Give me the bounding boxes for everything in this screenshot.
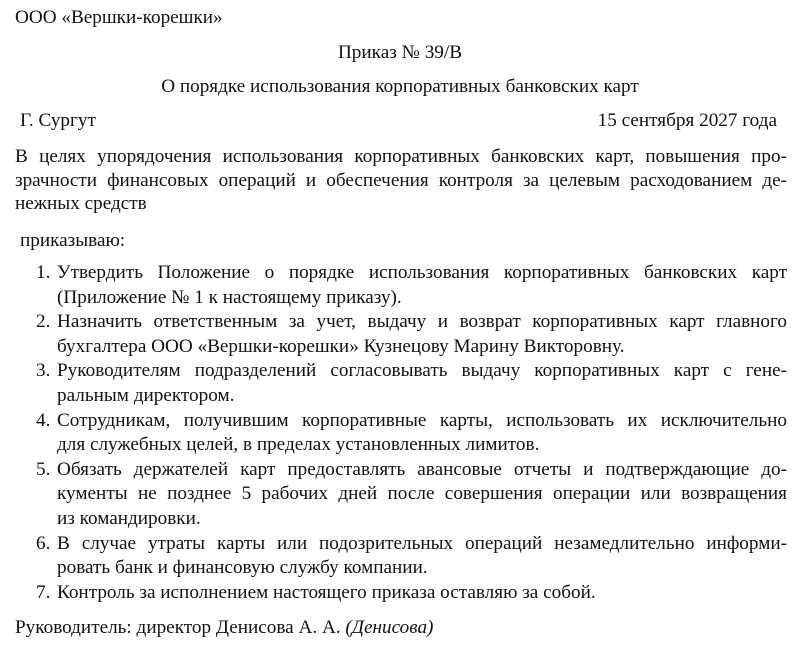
city: Г. Сургут: [20, 110, 96, 131]
list-item: [15, 581, 787, 606]
item-line: Руководителям подразделений согласовывать выдачу корпоративных карт с гене-: [57, 360, 787, 382]
item-line: Сотрудникам, получившим корпоративные карты, использовать их исключительно: [57, 409, 787, 431]
item-line: ровать банк и финансовую службу компании.: [57, 557, 428, 579]
item-line: кументы не позднее 5 рабочих дней после совершения операции или возвращения: [57, 483, 787, 505]
item-line: Контроль за исполнением настоящего приказа оставляю за собой.: [57, 581, 596, 603]
list-item: [15, 359, 787, 408]
item-line: (Приложение № 1 к настоящему приказу).: [57, 286, 402, 308]
list-item: [15, 310, 787, 359]
preamble-line: нежных средств: [15, 193, 147, 215]
item-line: Обязать держателей карт предоставлять авансовые отчеты и подтверждающие до-: [57, 458, 787, 480]
item-line: для служебных целей, в пределах установленных лимитов.: [57, 434, 540, 456]
preamble-line: зрачности финансовых операций и обеспечения контроля за целевым расходованием де-: [15, 169, 787, 191]
item-number: 6.: [36, 532, 51, 554]
order-date: 15 сентября 2027 года: [597, 110, 777, 131]
list-item: [15, 261, 787, 310]
preamble-line: В целях упорядочения использования корпоративных банковских карт, повышения про-: [15, 146, 787, 167]
item-number: 1.: [36, 262, 51, 283]
organization-name: ООО «Вершки-корешки»: [15, 7, 223, 28]
order-items-list: [15, 261, 787, 605]
item-line: ральным директором.: [57, 384, 235, 406]
item-line: В случае утраты карты или подозрительных операций незамедлительно информи-: [57, 532, 787, 554]
preamble: [15, 145, 787, 216]
item-line: бухгалтера ООО «Вершки-корешки» Кузнецову Марину Викторовну.: [57, 335, 625, 357]
order-word: приказываю:: [20, 230, 126, 251]
order-title: Приказ № 39/В: [337, 42, 463, 63]
signature-name: (Денисова): [345, 617, 434, 638]
signature-block: [15, 616, 433, 640]
item-line: из командировки.: [57, 507, 201, 529]
item-number: 4.: [36, 409, 51, 431]
list-item: [15, 409, 787, 458]
item-number: 2.: [36, 311, 51, 333]
list-item: [15, 458, 787, 532]
signature-label: Руководитель: директор Денисова А. А.: [15, 617, 341, 638]
item-number: 5.: [36, 458, 51, 480]
item-line: Утвердить Положение о порядке использования корпоративных банковских карт: [57, 262, 787, 283]
list-item: [15, 532, 787, 581]
item-number: 7.: [36, 581, 51, 603]
item-line: Назначить ответственным за учет, выдачу и возврат корпоративных карт главного: [57, 311, 787, 333]
order-subject: О порядке использования корпоративных банковских карт: [161, 76, 639, 97]
item-number: 3.: [36, 360, 51, 382]
